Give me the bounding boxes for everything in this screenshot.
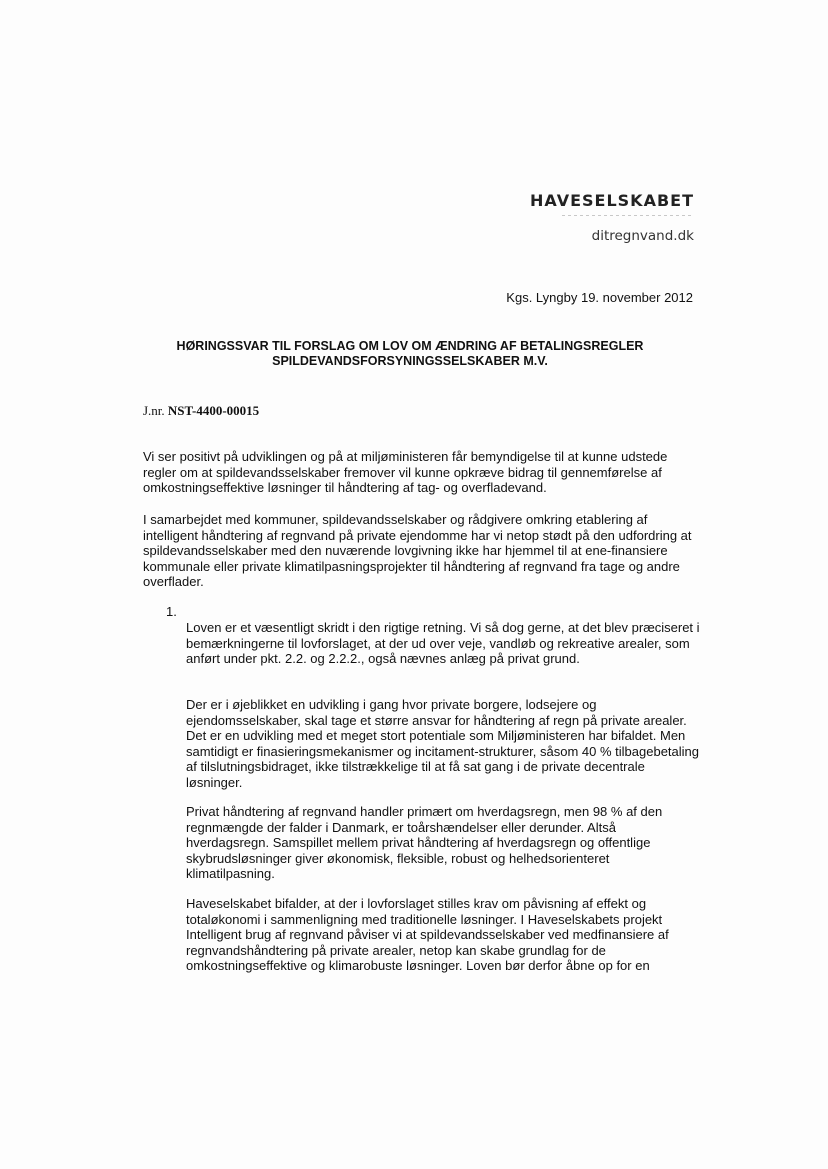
list-paragraph: Loven er et væsentligt skridt i den rigtige retning. Vi så dog gerne, at det blev præciseret i bemærkningerne til lovforslaget, at der ud over veje, vandløb og rekreative arealer, som anført under pkt. 2.2. og 2.2.2., også nævnes anlæg på privat grund. (186, 620, 700, 666)
journal-value: NST-4400-00015 (167, 403, 260, 418)
document-title (140, 339, 680, 369)
date-line: Kgs. Lyngby 19. november 2012 (506, 290, 693, 305)
organization-logo-text: HAVESELSKABET (530, 191, 694, 210)
list-paragraph: Privat håndtering af regnvand handler primært om hverdagsregn, men 98 % af den regnmængde der falder i Danmark, er toårshændelser eller derunder. Altså hverdagsregn. Samspillet mellem privat håndtering af hverdagsregn og offentlige skybrudsløsninger giver økonomisk, fleksible, robust og helhedsorienteret klimatilpasning. (186, 804, 663, 881)
letterhead-divider (562, 215, 694, 216)
title-line-2: SPILDEVANDSFORSYNINGSSELSKABER M.V. (272, 354, 548, 368)
journal-prefix: J.nr. (143, 403, 165, 418)
journal-number (143, 403, 259, 419)
website-text: ditregnvand.dk (591, 228, 694, 244)
list-paragraph: Der er i øjeblikket en udvikling i gang hvor private borgere, lodsejere og ejendomsselskaber, skal tage et større ansvar for håndtering af regn på private arealer. Det er en udvikling med et meget stort potentiale som Miljøministeren har bifaldet. Men samtidigt er finasieringsmekanismer og incitament-strukturer, såsom 40 % tilbagebetaling af tilslutningsbidraget, ikke tilstrækkelige til at få sat gang i de private decentrale løsninger. (186, 697, 700, 790)
paragraph-intro: Vi ser positivt på udviklingen og på at miljøministeren får bemyndigelse til at kunne udstede regler om at spildevandsselskaber fremover vil kunne opkræve bidrag til gennemførelse af omkostningseffektive løsninger til håndtering af tag- og overfladevand. (143, 449, 668, 495)
paragraph-collaboration: I samarbejdet med kommuner, spildevandsselskaber og rådgivere omkring etablering af intelligent håndtering af regnvand på private ejendomme har vi netop stødt på den udfordring at spildevandsselskaber med den nuværende lovgivning ikke har hjemmel til at ene-finansiere kommunale eller private klimatilpasningsprojekter til håndtering af regnvand fra tage og andre overflader. (143, 512, 692, 589)
letterhead (530, 191, 694, 244)
title-line-1: HØRINGSSVAR TIL FORSLAG OM LOV OM ÆNDRING AF BETALINGSREGLER (176, 339, 644, 353)
list-number: 1. (166, 604, 177, 619)
list-paragraph: Haveselskabet bifalder, at der i lovforslaget stilles krav om påvisning af effekt og totaløkonomi i sammenligning med traditionelle løsninger. I Haveselskabets projekt Intelligent brug af regnvand påviser vi at spildevandsselskaber ved medfinansiere af regnvandshåndtering på private arealer, netop kan skabe grundlag for de omkostningseffektive og klimarobuste løsninger. Loven bør derfor åbne op for en (186, 896, 669, 973)
